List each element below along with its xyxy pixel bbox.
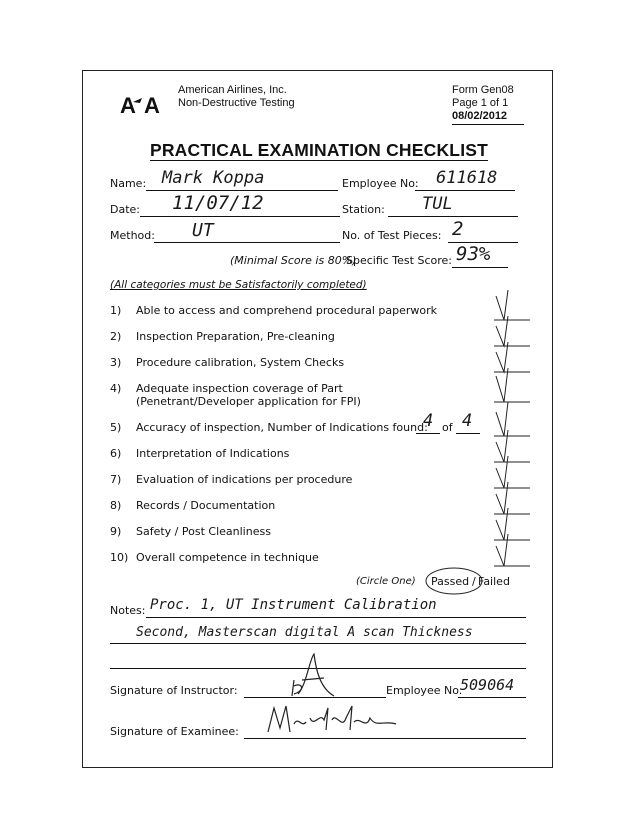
item-3-num: 3) <box>110 356 122 369</box>
item-6-text: Interpretation of Indications <box>136 447 290 460</box>
score-label: Specific Test Score: <box>346 254 452 267</box>
svg-text:A: A <box>120 93 134 116</box>
item-10-num: 10) <box>110 551 129 564</box>
page-title: PRACTICAL EXAMINATION CHECKLIST <box>149 140 489 160</box>
item-4-subtext: (Penetrant/Developer application for FPI) <box>136 395 361 408</box>
indications-total[interactable]: 4 <box>462 411 473 431</box>
station-value[interactable]: TUL <box>422 194 453 214</box>
station-line <box>388 216 518 217</box>
notes-line-1 <box>146 617 526 618</box>
date-value[interactable]: 11/07/12 <box>172 192 264 214</box>
item-4-num: 4) <box>110 382 122 395</box>
name-value[interactable]: Mark Koppa <box>162 168 265 188</box>
department-name: Non-Destructive Testing <box>178 97 295 109</box>
checkmarks-column <box>488 290 534 570</box>
result-separator: / <box>472 575 476 588</box>
indications-found[interactable]: 4 <box>423 411 434 431</box>
score-value[interactable]: 93% <box>456 243 491 265</box>
notes-text-1[interactable]: Proc. 1, UT Instrument Calibration <box>150 597 437 613</box>
check-mark-5 <box>496 402 508 436</box>
item-2-text: Inspection Preparation, Pre-cleaning <box>136 330 335 343</box>
item-9-num: 9) <box>110 525 122 538</box>
form-date-underline <box>452 124 524 125</box>
item-7-text: Evaluation of indications per procedure <box>136 473 353 486</box>
company-name: American Airlines, Inc. <box>178 84 287 96</box>
form-id: Form Gen08 <box>452 84 514 96</box>
item-3-text: Procedure calibration, System Checks <box>136 356 345 369</box>
american-airlines-logo <box>120 92 176 116</box>
date-label: Date: <box>110 203 140 216</box>
name-label: Name: <box>110 177 147 190</box>
instructor-signature-label: Signature of Instructor: <box>110 684 238 697</box>
check-mark-9 <box>496 508 508 540</box>
instructor-employee-line <box>458 697 526 698</box>
check-mark-8 <box>496 482 508 514</box>
item-2-num: 2) <box>110 330 122 343</box>
item-5-num: 5) <box>110 421 122 434</box>
page-indicator: Page 1 of 1 <box>452 97 509 109</box>
date-line <box>140 216 340 217</box>
check-mark-1 <box>496 290 508 320</box>
item-8-text: Records / Documentation <box>136 499 276 512</box>
check-mark-10 <box>496 534 508 566</box>
circle-one-note: (Circle One) <box>356 576 416 587</box>
result-failed[interactable]: Failed <box>478 575 510 588</box>
examinee-signature-line <box>244 738 526 739</box>
instructor-employee-label: Employee No. <box>386 684 463 697</box>
test-pieces-label: No. of Test Pieces: <box>342 229 442 242</box>
instructor-employee-value[interactable]: 509064 <box>460 676 515 694</box>
employee-no-line <box>415 190 515 191</box>
total-line <box>456 433 480 434</box>
station-label: Station: <box>342 203 385 216</box>
item-4-text: Adequate inspection coverage of Part <box>136 382 343 395</box>
test-pieces-value[interactable]: 2 <box>452 218 464 240</box>
employee-no-value[interactable]: 611618 <box>436 168 498 188</box>
employee-no-label: Employee No: <box>342 177 419 190</box>
found-line <box>416 433 440 434</box>
method-value[interactable]: UT <box>192 220 214 241</box>
result-passed[interactable]: Passed <box>431 575 470 588</box>
item-1-text: Able to access and comprehend procedural paperwork <box>136 304 438 317</box>
form-date: 08/02/2012 <box>452 110 508 122</box>
svg-text:A: A <box>144 93 158 116</box>
notes-line-2 <box>110 643 526 644</box>
item-5-text: Accuracy of inspection, Number of Indications found: <box>136 421 428 434</box>
check-mark-6 <box>496 430 508 462</box>
item-9-text: Safety / Post Cleanliness <box>136 525 271 538</box>
of-label: of <box>442 421 453 434</box>
item-1-num: 1) <box>110 304 122 317</box>
examinee-signature-label: Signature of Examinee: <box>110 725 239 738</box>
instructor-signature[interactable] <box>272 650 342 700</box>
item-7-num: 7) <box>110 473 122 486</box>
check-mark-7 <box>496 456 508 488</box>
method-label: Method: <box>110 229 155 242</box>
min-score-note: (Minimal Score is 80%) <box>230 254 357 267</box>
notes-label: Notes: <box>110 604 146 617</box>
name-line <box>146 190 338 191</box>
item-8-num: 8) <box>110 499 122 512</box>
examinee-signature[interactable] <box>262 702 402 738</box>
item-10-text: Overall competence in technique <box>136 551 319 564</box>
categories-note: (All categories must be Satisfactorily completed) <box>110 279 367 291</box>
check-mark-4 <box>496 368 508 402</box>
method-line <box>154 242 340 243</box>
notes-text-2[interactable]: Second, Masterscan digital A scan Thickness <box>136 625 473 640</box>
item-6-num: 6) <box>110 447 122 460</box>
score-line <box>452 267 508 268</box>
